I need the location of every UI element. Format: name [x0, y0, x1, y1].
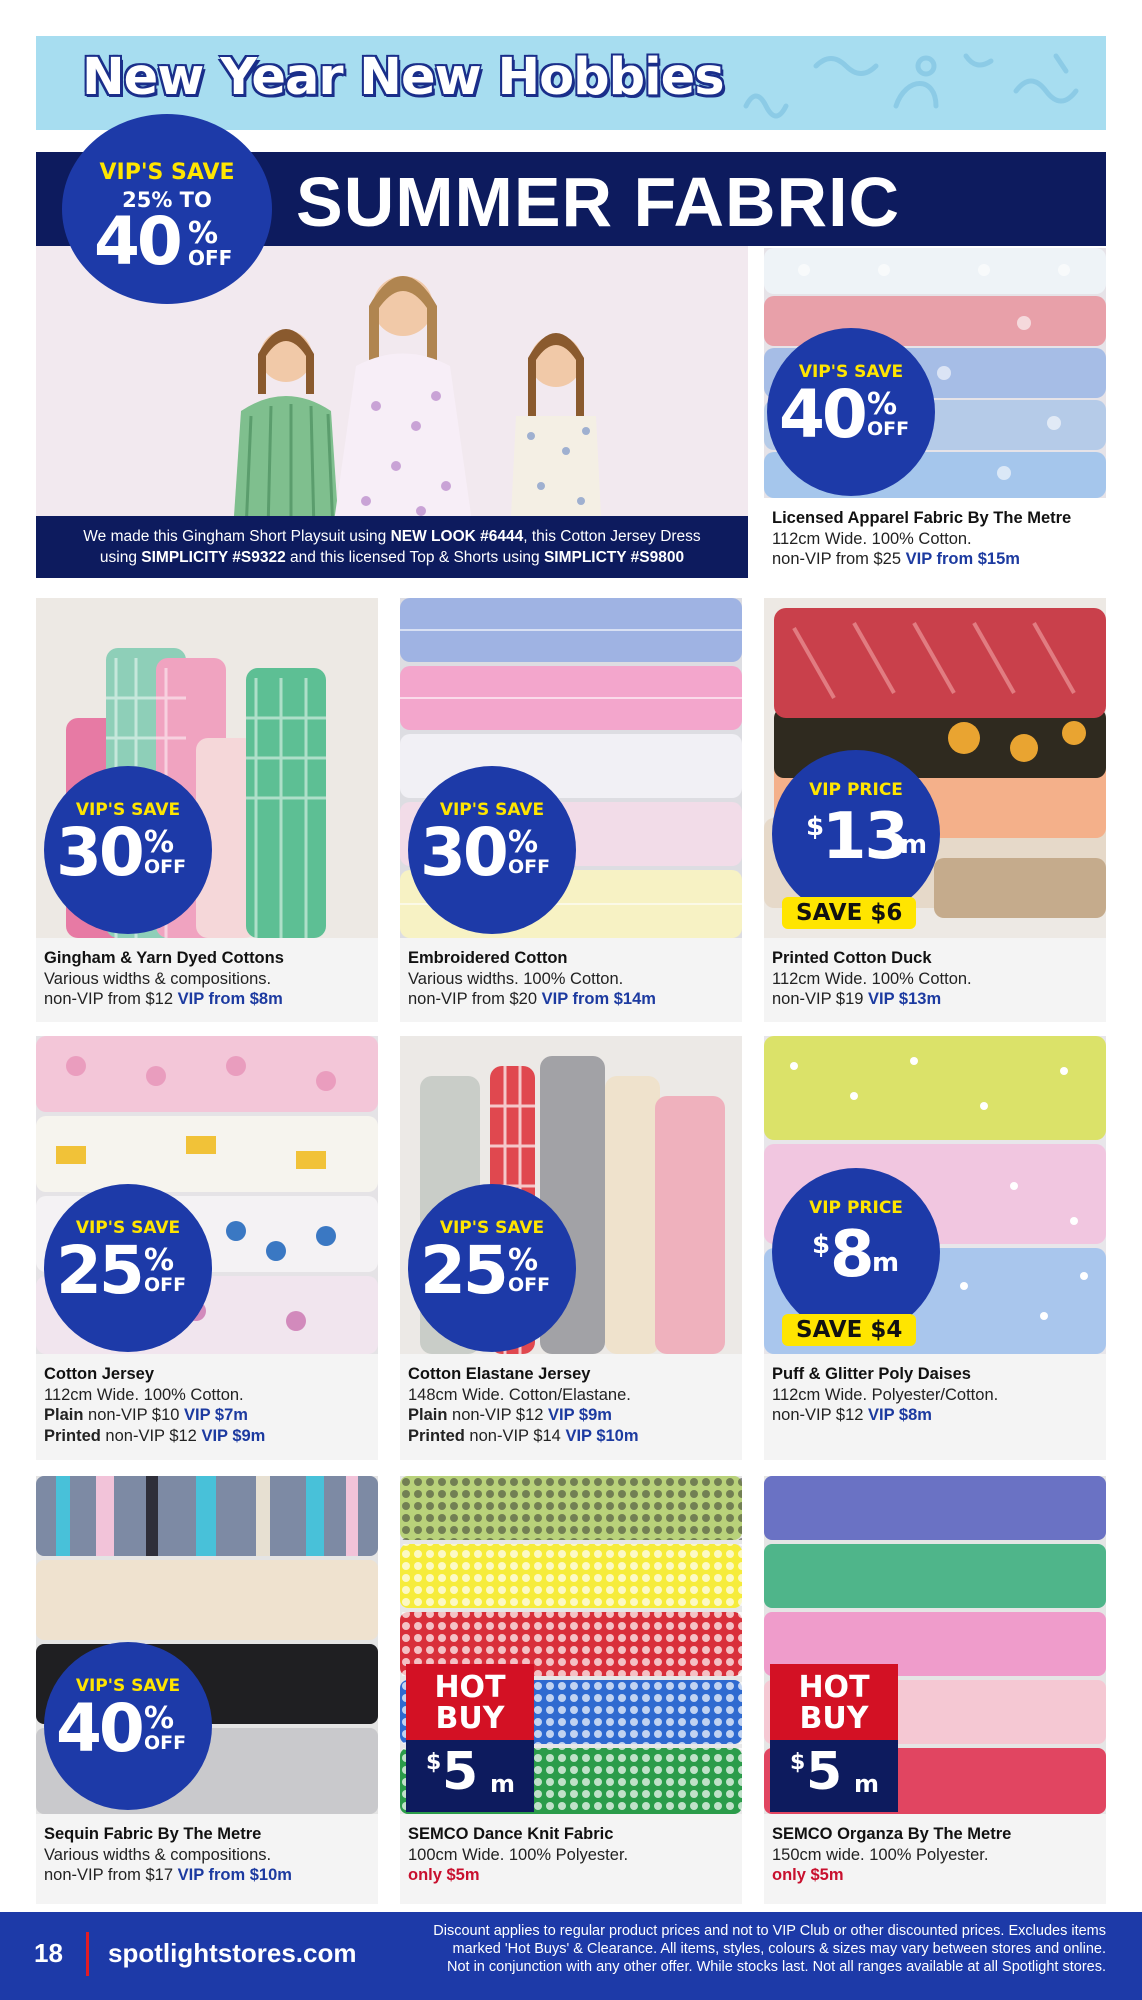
product-info: Printed Cotton Duck 112cm Wide. 100% Cotton. non-VIP $19 VIP $13m	[764, 938, 1106, 1022]
hero-discount-badge: VIP'S SAVE 25% TO 40 % OFF	[62, 114, 272, 304]
discount-badge: VIP'S SAVE 30 % OFF	[44, 766, 212, 934]
product-info: Puff & Glitter Poly Daises 112cm Wide. Polyester/Cotton. non-VIP $12 VIP $8m	[764, 1354, 1106, 1460]
discount-badge: VIP'S SAVE 40 % OFF	[767, 328, 935, 496]
top-banner	[36, 36, 1106, 130]
save-tag: SAVE $6	[782, 897, 916, 929]
product-info: SEMCO Organza By The Metre 150cm wide. 100% Polyester. only $5m	[764, 1814, 1106, 1904]
footer	[0, 1912, 1142, 2000]
page-number: 18	[34, 1938, 63, 1968]
vip-price-badge: VIP PRICE $ 8 m	[772, 1168, 940, 1336]
product-info: SEMCO Dance Knit Fabric 100cm Wide. 100% Polyester. only $5m	[400, 1814, 742, 1904]
save-tag: SAVE $4	[782, 1314, 916, 1346]
product-info: Cotton Jersey 112cm Wide. 100% Cotton. Plain non-VIP $10 VIP $7m Printed non-VIP $12 VIP $9m	[36, 1354, 378, 1460]
hot-buy-badge: HOT BUY $ 5 m	[770, 1664, 898, 1812]
hot-buy-badge: HOT BUY $ 5 m	[406, 1664, 534, 1812]
discount-badge: VIP'S SAVE 25 % OFF	[44, 1184, 212, 1352]
product-info: Gingham & Yarn Dyed Cottons Various widths & compositions. non-VIP from $12 VIP from $8m	[36, 938, 378, 1022]
disclaimer: Discount applies to regular product prices and not to VIP Club or other discounted prices. Excludes items marked 'Hot Buys' & Clearance. All items, styles, colours & sizes may vary between stores and online. Not in conjunction with any other offer. While stocks last. Not all ranges available at all Spotlight stores.	[433, 1923, 1106, 1975]
hero-caption: We made this Gingham Short Playsuit using NEW LOOK #6444, this Cotton Jersey Dress using SIMPLICITY #S9322 and this licensed Top & Shorts using SIMPLICTY #S9800	[36, 516, 748, 578]
vip-price-badge: VIP PRICE $ 13 m	[772, 750, 940, 918]
discount-badge: VIP'S SAVE 30 % OFF	[408, 766, 576, 934]
discount-badge: VIP'S SAVE 25 % OFF	[408, 1184, 576, 1352]
product-info: Cotton Elastane Jersey 148cm Wide. Cotton/Elastane. Plain non-VIP $12 VIP $9m Printed non-VIP $14 VIP $10m	[400, 1354, 742, 1460]
squiggle-decoration	[726, 36, 1106, 130]
website-link[interactable]: spotlightstores.com	[108, 1938, 357, 1968]
footer-divider	[86, 1932, 89, 1976]
product-info: Sequin Fabric By The Metre Various widths & compositions. non-VIP from $17 VIP from $10m	[36, 1814, 378, 1904]
product-info: Licensed Apparel Fabric By The Metre 112cm Wide. 100% Cotton. non-VIP from $25 VIP from $15m	[764, 498, 1106, 582]
discount-badge: VIP'S SAVE 40 % OFF	[44, 1642, 212, 1810]
product-info: Embroidered Cotton Various widths. 100% Cotton. non-VIP from $20 VIP from $14m	[400, 938, 742, 1022]
summer-fabric-title: SUMMER FABRIC	[296, 163, 901, 241]
banner-title: New Year New Hobbies	[82, 48, 724, 107]
